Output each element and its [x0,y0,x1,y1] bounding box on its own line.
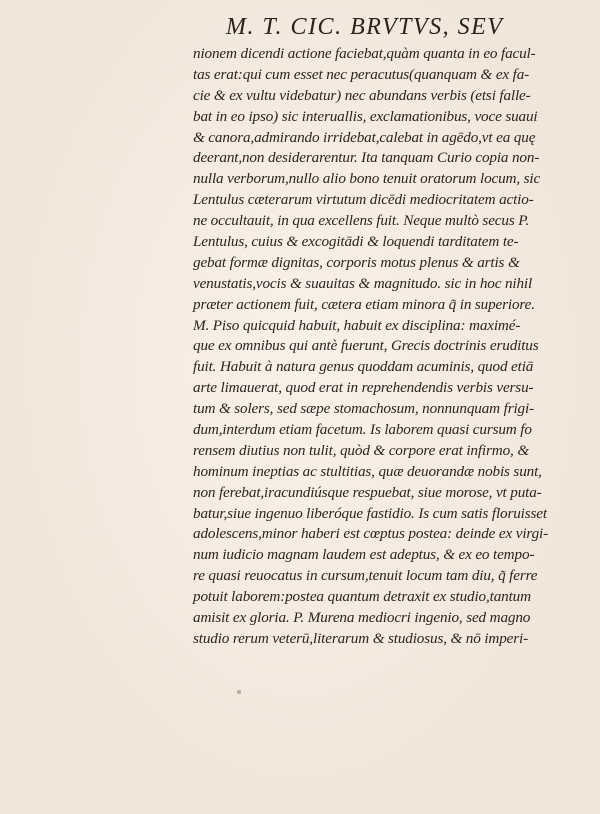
text-line: re quasi reuocatus in cursum,tenuit locum tam diu, q̃ ferre [193,567,538,585]
text-line: tum & solers, sed sæpe stomachosum, nonnunquam frigi- [193,400,534,418]
text-line: dum,interdum etiam facetum. Is laborem quasi cursum fo [193,421,532,439]
text-line: venustatis,vocis & suauitas & magnitudo. sic in hoc nihil [193,274,533,292]
text-line: adolescens,minor haberi est cœptus postea: deinde ex virgi- [193,525,549,543]
text-line: hominum ineptias ac stultitias, quæ deuorandæ nobis sunt, [193,462,542,480]
text-line: num iudicio magnam laudem est adeptus, & ex eo tempo- [193,546,535,564]
text-line: & canora,admirando irridebat,calebat in agēdo,vt ea quę [193,128,536,146]
text-line: tas erat:qui cum esset nec peracutus(quanquam & ex fa- [193,65,530,83]
text-line: gebat formæ dignitas, corporis motus plenus & artis & [193,253,520,271]
text-line: nulla verborum,nullo alio bono tenuit oratorum locum, sic [193,170,541,188]
text-line: que ex omnibus qui antè fuerunt, Grecis doctrinis eruditus [193,337,539,355]
text-line: præter actionem fuit, cætera etiam minora q̃ in superiore. [193,295,535,313]
text-line: deerant,non desiderarentur. Ita tanquam Curio copia non- [193,149,540,167]
text-line: bat in eo ipso) sic interuallis, exclamationibus, voce suaui [193,107,538,125]
text-line: M. Piso quicquid habuit, habuit ex disciplina: maximé- [193,316,521,334]
text-line: nionem dicendi actione faciebat,quàm quanta in eo facul- [193,45,536,62]
text-line: ne occultauit, in qua excellens fuit. Neque multò secus P. [193,212,530,230]
text-line: fuit. Habuit à natura genus quoddam acuminis, quod etiā [193,358,534,376]
text-line: Lentulus, cuius & excogitādi & loquendi tarditatem te- [193,233,519,251]
paper-speck [237,690,241,694]
text-line: Lentulus cæterarum virtutum dicēdi mediocritatem actio- [193,191,534,209]
text-line: studio rerum veterū,literarum & studiosus, & nō imperi- [193,629,529,647]
running-head: M. T. CIC. BRVTVS, SEV [226,14,504,40]
text-line: rensem diutius non tulit, quòd & corpore erat infirmo, & [193,441,529,459]
text-line: non ferebat,iracundiúsque respuebat, siue morose, vt puta- [193,483,542,501]
text-line: batur,siue ingenuo liberóque fastidio. Is cum satis floruisset [193,504,547,522]
text-block [193,44,573,650]
text-line: amisit ex gloria. P. Murena mediocri ingenio, sed magno [193,609,531,627]
text-line: arte limauerat, quod erat in reprehendendis verbis versu- [193,379,534,397]
text-line: potuit laborem:postea quantum detraxit ex studio,tantum [193,588,531,606]
text-line: cie & ex vultu videbatur) nec abundans verbis (etsi falle- [193,86,531,104]
